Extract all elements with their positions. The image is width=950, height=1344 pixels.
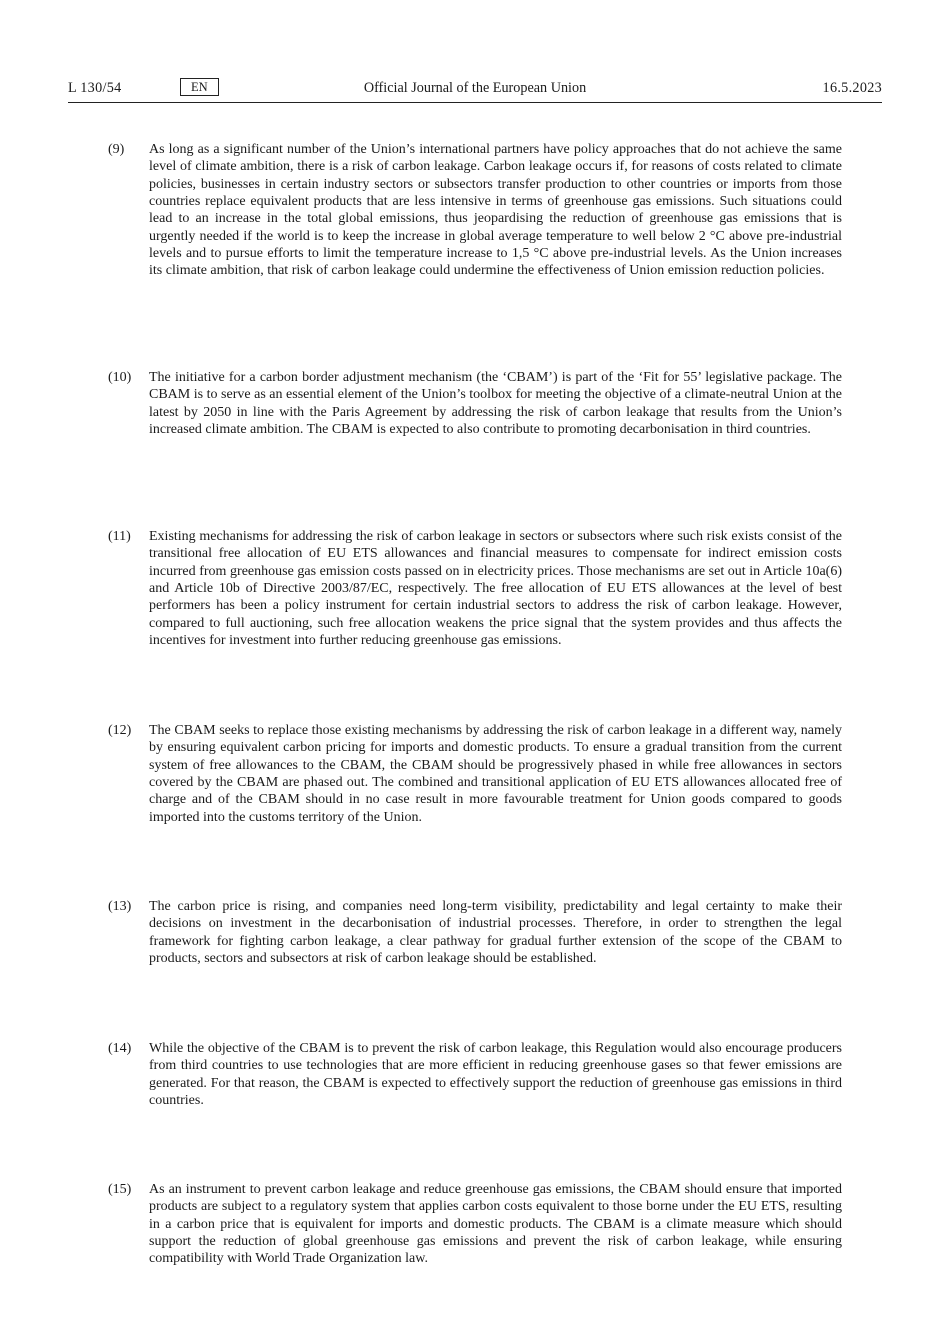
recital-text: While the objective of the CBAM is to prevent the risk of carbon leakage, this Regulation would also encourage producers from third countries to use technologies that are more efficient in reducing greenhouse gases so that fewer emissions are generated. For that reason, the CBAM is expected to effectively support the reduction of greenhouse gas emissions in third countries. [149, 1041, 842, 1109]
recital-13 [108, 898, 842, 967]
recital-text: The CBAM seeks to replace those existing mechanisms by addressing the risk of carbon leakage in a different way, namely by ensuring equivalent carbon pricing for imports and domestic products. To ensure a gradual transition from the current system of free allowances to the CBAM, the CBAM should be progressively phased in while free allowances in sectors covered by the CBAM are phased out. The combined and transitional application of EU ETS allowances allocated free of charge and of the CBAM should in no case result in more favourable treatment for Union goods compared to goods imported into the customs territory of the Union. [149, 723, 842, 825]
publication-date: 16.5.2023 [822, 80, 882, 96]
recital-number: (13) [108, 899, 132, 914]
recital-text: Existing mechanisms for addressing the risk of carbon leakage in sectors or subsectors where such risk exists consist of the transitional free allocation of EU ETS allowances and financial measures to compensate for indirect emission costs incurred from greenhouse gas emission costs passed on in electricity prices. Those mechanisms are set out in Article 10a(6) and Article 10b of Directive 2003/87/EC, respectively. The free allocation of EU ETS allowances at the level of best performers has been a policy instrument for certain industrial sectors to address the risk of carbon leakage. However, compared to full auctioning, such free allocation weakens the price signal that the system provides and thus affects the incentives for investment into further reducing greenhouse gas emissions. [149, 529, 842, 649]
recital-number: (15) [108, 1182, 132, 1197]
recital-text: As long as a significant number of the Union’s international partners have policy approaches that do not achieve the same level of climate ambition, there is a risk of carbon leakage. Carbon leakage occurs if, for reasons of costs related to climate policies, businesses in certain industry sectors or subsectors transfer production to other countries or imports from those countries replace equivalent products that are less intensive in terms of greenhouse gas emissions. Such situations could lead to an increase in the total global emissions, thus jeopardising the reduction of greenhouse gas emissions that is urgently needed if the world is to keep the increase in global average temperature to well below 2 °C above pre-industrial levels and to pursue efforts to limit the temperature increase to 1,5 °C above pre-industrial levels. As the Union increases its climate ambition, that risk of carbon leakage could undermine the effectiveness of Union emission reduction policies. [149, 142, 842, 279]
journal-title: Official Journal of the European Union [363, 80, 587, 96]
recital-number: (11) [108, 529, 131, 544]
recital-text: The initiative for a carbon border adjustment mechanism (the ‘CBAM’) is part of the ‘Fit for 55’ legislative package. The CBAM is to serve as an essential element of the Union’s toolbox for meeting the objective of a climate-neutral Union at the latest by 2050 in line with the Paris Agreement by addressing the risk of carbon leakage that results from the Union’s increased climate ambition. The CBAM is expected to also contribute to promoting decarbonisation in third countries. [149, 370, 842, 438]
language-badge: EN [180, 78, 219, 96]
recital-14 [108, 1040, 842, 1109]
recital-text: The carbon price is rising, and companies need long-term visibility, predictability and legal certainty to make their decisions on investment in the decarbonisation of industrial processes. Therefore, in order to strengthen the legal framework for fighting carbon leakage, a clear pathway for gradual further extension of the scope of the CBAM to products, sectors and subsectors at risk of carbon leakage should be established. [149, 899, 842, 967]
recital-number: (10) [108, 370, 132, 385]
page-reference: L 130/54 [68, 80, 122, 96]
recital-11 [108, 528, 842, 649]
recital-9 [108, 141, 842, 280]
recital-text: As an instrument to prevent carbon leakage and reduce greenhouse gas emissions, the CBAM should ensure that imported products are subject to a regulatory system that applies carbon costs equivalent to those borne under the EU ETS, resulting in a carbon price that is equivalent for imports and domestic products. The CBAM is a climate measure which should support the reduction of global greenhouse gas emissions and prevent the risk of carbon leakage, while ensuring compatibility with World Trade Organization law. [149, 1182, 842, 1267]
recital-12 [108, 722, 842, 826]
recital-15 [108, 1181, 842, 1268]
recital-10 [108, 369, 842, 438]
page-header [68, 78, 882, 103]
recital-number: (12) [108, 723, 132, 738]
recital-number: (9) [108, 142, 125, 157]
recital-number: (14) [108, 1041, 132, 1056]
